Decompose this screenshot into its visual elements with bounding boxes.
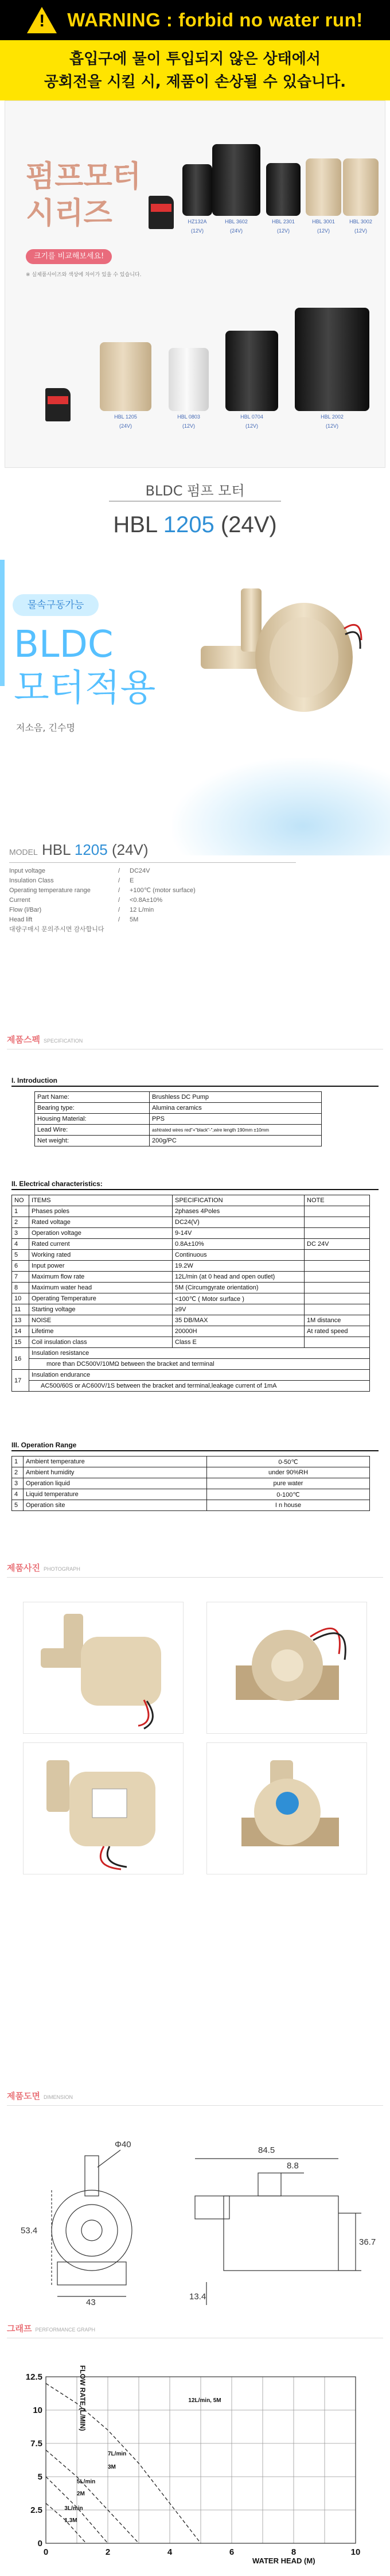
table-row: more than DC500V/10MΩ between the bracket and terminal [12,1359,370,1370]
data-label: 2M [77,2490,85,2497]
data-label: 3M [108,2464,116,2471]
table-header: NO ITEMS SPECIFICATION NOTE [12,1195,370,1206]
dim-height-right: 36.7 [359,2237,376,2247]
pump-image-icon [295,308,369,411]
table-row: 7 Maximum flow rate 12L/min (at 0 head and open outlet) [12,1272,370,1283]
section-drawing-header: 제품도면 DIMENSION [7,2090,383,2106]
data-label: 1.3M [64,2517,77,2524]
chart-ylabel: FLOW RATE (L/MIN) [79,2365,87,2431]
warning-icon: ! [27,7,57,33]
table-row: 4 Rated current 0.8A±10% DC 24V [12,1239,370,1250]
x-tick-label: 6 [229,2547,235,2557]
table-row: 15 Coil insulation class Class E [12,1337,370,1348]
x-tick-label: 4 [167,2547,173,2557]
pump-image-icon [169,348,209,411]
section-photo-header: 제품사진 PHOTOGRAPH [7,1562,383,1578]
table-row: Part Name: Brushless DC Pump [35,1092,322,1103]
pump-image-icon [212,144,260,216]
product-hbl-3001: HBL 3001 (12V) [303,158,344,234]
intro-title: I. Introduction [11,1076,379,1087]
product-hbl-3602: HBL 3602 (24V) [210,144,262,234]
table-row: 14 Lifetime 20000H At rated speed [12,1326,370,1337]
series-title: 펌프모터 시리즈 [26,160,141,231]
product-hz132a: HZ132A (12V) [177,164,217,234]
data-label: 7L/min [108,2450,127,2457]
product-hbl-1205: HBL 1205 (24V) [97,342,154,429]
performance-graph [25,2354,367,2566]
data-label: 5L/min [77,2478,96,2485]
pump-photo-icon [24,1602,184,1734]
warning-title: WARNING : forbid no water run! [67,9,363,30]
electrical-table-block [11,1180,379,1392]
accent-stripe [0,560,5,686]
table-row: AC500/60S or AC600V/1S between the bracket and terminal,leakage current of 1mA [12,1381,370,1392]
chart-xlabel: WATER HEAD (M) [252,2556,315,2565]
x-tick-label: 10 [350,2547,361,2557]
dim-width-total: 84.5 [258,2145,275,2155]
table-row: 2 Ambient humidity under 90%RH [12,1467,370,1478]
series-line [46,2450,139,2543]
series-showcase [5,100,385,468]
dim-height-small: 13.4 [189,2292,206,2302]
warning-message [0,40,390,100]
summary-row: Current / <0.8A±10% [9,897,163,904]
table-row: 10 Operating Temperature <100℃ ( Motor surface ) [12,1293,370,1304]
hero-headline: BLDC 모터적용 [14,623,156,710]
intro-table-block [11,1076,379,1146]
y-tick-label: 7.5 [30,2439,42,2449]
data-label: 12L/min, 5M [188,2397,221,2404]
bldc-hero [0,560,390,755]
dim-width-small: 8.8 [287,2161,299,2171]
y-tick-label: 0 [37,2539,42,2548]
summary-row: Operating temperature range / +100℃ (motor surface) [9,887,196,894]
product-hbl-0704: HBL 0704 (12V) [223,331,280,429]
sd-card-icon [149,196,174,229]
dim-height-left: 53.4 [21,2226,38,2236]
table-row: 5 Working rated Continuous [12,1250,370,1261]
dimension-drawing [17,2133,376,2307]
pump-image-icon [100,342,151,411]
series-note: ※ 실제품사이즈와 색상에 차이가 있을 수 있습니다. [26,272,142,278]
compare-size-button[interactable]: 크기를 비교해보세요! [26,249,112,264]
table-row: 4 Liquid temperature 0-100℃ [12,1489,370,1500]
product-photo-front [23,1742,184,1874]
pump-image-icon [306,158,341,216]
summary-row: 대량구매시 문의주시면 감사합니다 [9,926,104,933]
table-row: 2 Rated voltage DC24(V) [12,1217,370,1228]
product-hbl-0803: HBL 0803 (12V) [166,348,212,429]
operation-title: III. Operation Range [11,1441,379,1451]
warning-line-2: 공회전을 시킬 시, 제품이 손상될 수 있습니다. [44,73,346,91]
pump-image-icon [343,158,379,216]
table-row: Bearing type: Alumina ceramics [35,1103,322,1114]
table-row: 3 Operation liquid pure water [12,1478,370,1489]
table-row: 11 Starting voltage ≥9V [12,1304,370,1315]
table-row: Housing Material: PPS [35,1114,322,1125]
product-hbl-2002: HBL 2002 (12V) [292,308,372,429]
chart-annotations [64,2397,221,2524]
product-photo-side [23,1602,184,1734]
product-photo-top [206,1602,367,1734]
pump-photo-icon [24,1743,184,1875]
y-tick-label: 10 [33,2405,42,2415]
operation-table-block [11,1441,379,1511]
x-tick-label: 0 [43,2547,49,2557]
model-title: HBL 1205 (24V) [113,512,277,537]
pump-image-icon [225,331,278,411]
dim-phi: Φ40 [115,2140,131,2149]
pump-image-icon [182,164,212,216]
x-tick-label: 8 [291,2547,297,2557]
summary-row: Input voltage / DC24V [9,867,150,874]
intro-table [34,1091,322,1146]
table-row: 17 Insulation endurance [12,1370,370,1381]
underwater-badge: 물속구동가능 [13,594,99,616]
table-row: Lead Wire: ashtrated wires red"+"black"-",wire length 190mm ±10mm [35,1125,322,1136]
product-hbl-3002: HBL 3002 (12V) [341,158,381,234]
section-spec-header: 제품스펙 SPECIFICATION [7,1033,383,1049]
pump-image-icon [266,163,301,216]
data-label: 3L/min [64,2505,83,2512]
summary-row: Head lift / 5M [9,916,139,923]
pump-photo-icon [207,1602,368,1734]
table-row: Net weight: 200g/PC [35,1136,322,1146]
warning-line-1: 흡입구에 물이 투입되지 않은 상태에서 [69,50,321,68]
model-summary [9,841,307,935]
hero-tagline: 저소음, 긴수명 [16,722,75,733]
y-tick-label: 2.5 [30,2505,42,2515]
pump-photo-icon [207,1743,368,1875]
table-row: 5 Operation site I n house [12,1500,370,1511]
table-row: 13 NOISE 35 DB/MAX 1M distance [12,1315,370,1326]
table-row: 6 Input power 19.2W [12,1261,370,1272]
dim-width-bottom: 43 [86,2298,96,2307]
divider [9,862,296,863]
y-tick-label: 5 [37,2472,42,2482]
x-tick-label: 2 [105,2547,111,2557]
product-hbl-2301: HBL 2301 (12V) [263,163,303,234]
table-row: 1 Phases poles 2phases 4Poles [12,1206,370,1217]
product-photo-base [206,1742,367,1874]
electrical-title: II. Electrical characteristics: [11,1180,379,1190]
summary-title: MODEL HBL 1205 (24V) [9,841,149,858]
electrical-table [11,1195,370,1392]
subhead: BLDC 펌프 모터 [145,483,245,499]
summary-row: Flow (l/Bar) / 12 L/min [9,907,154,913]
table-row: 1 Ambient temperature 0-50℃ [12,1456,370,1467]
operation-table [11,1456,370,1511]
table-row: 8 Maximum water head 5M (Circumgyrate orientation) [12,1283,370,1293]
table-row: 3 Operation voltage 9-14V [12,1228,370,1239]
table-row: 16 Insulation resistance [12,1348,370,1359]
warning-banner [0,0,390,40]
y-tick-label: 12.5 [25,2372,42,2382]
pump-photo-icon [189,583,361,726]
section-graph-header: 그래프 PERFORMANCE GRAPH [7,2322,383,2338]
summary-row: Insulation Class / E [9,877,134,884]
divider [109,501,281,502]
sd-card-icon [45,388,71,421]
